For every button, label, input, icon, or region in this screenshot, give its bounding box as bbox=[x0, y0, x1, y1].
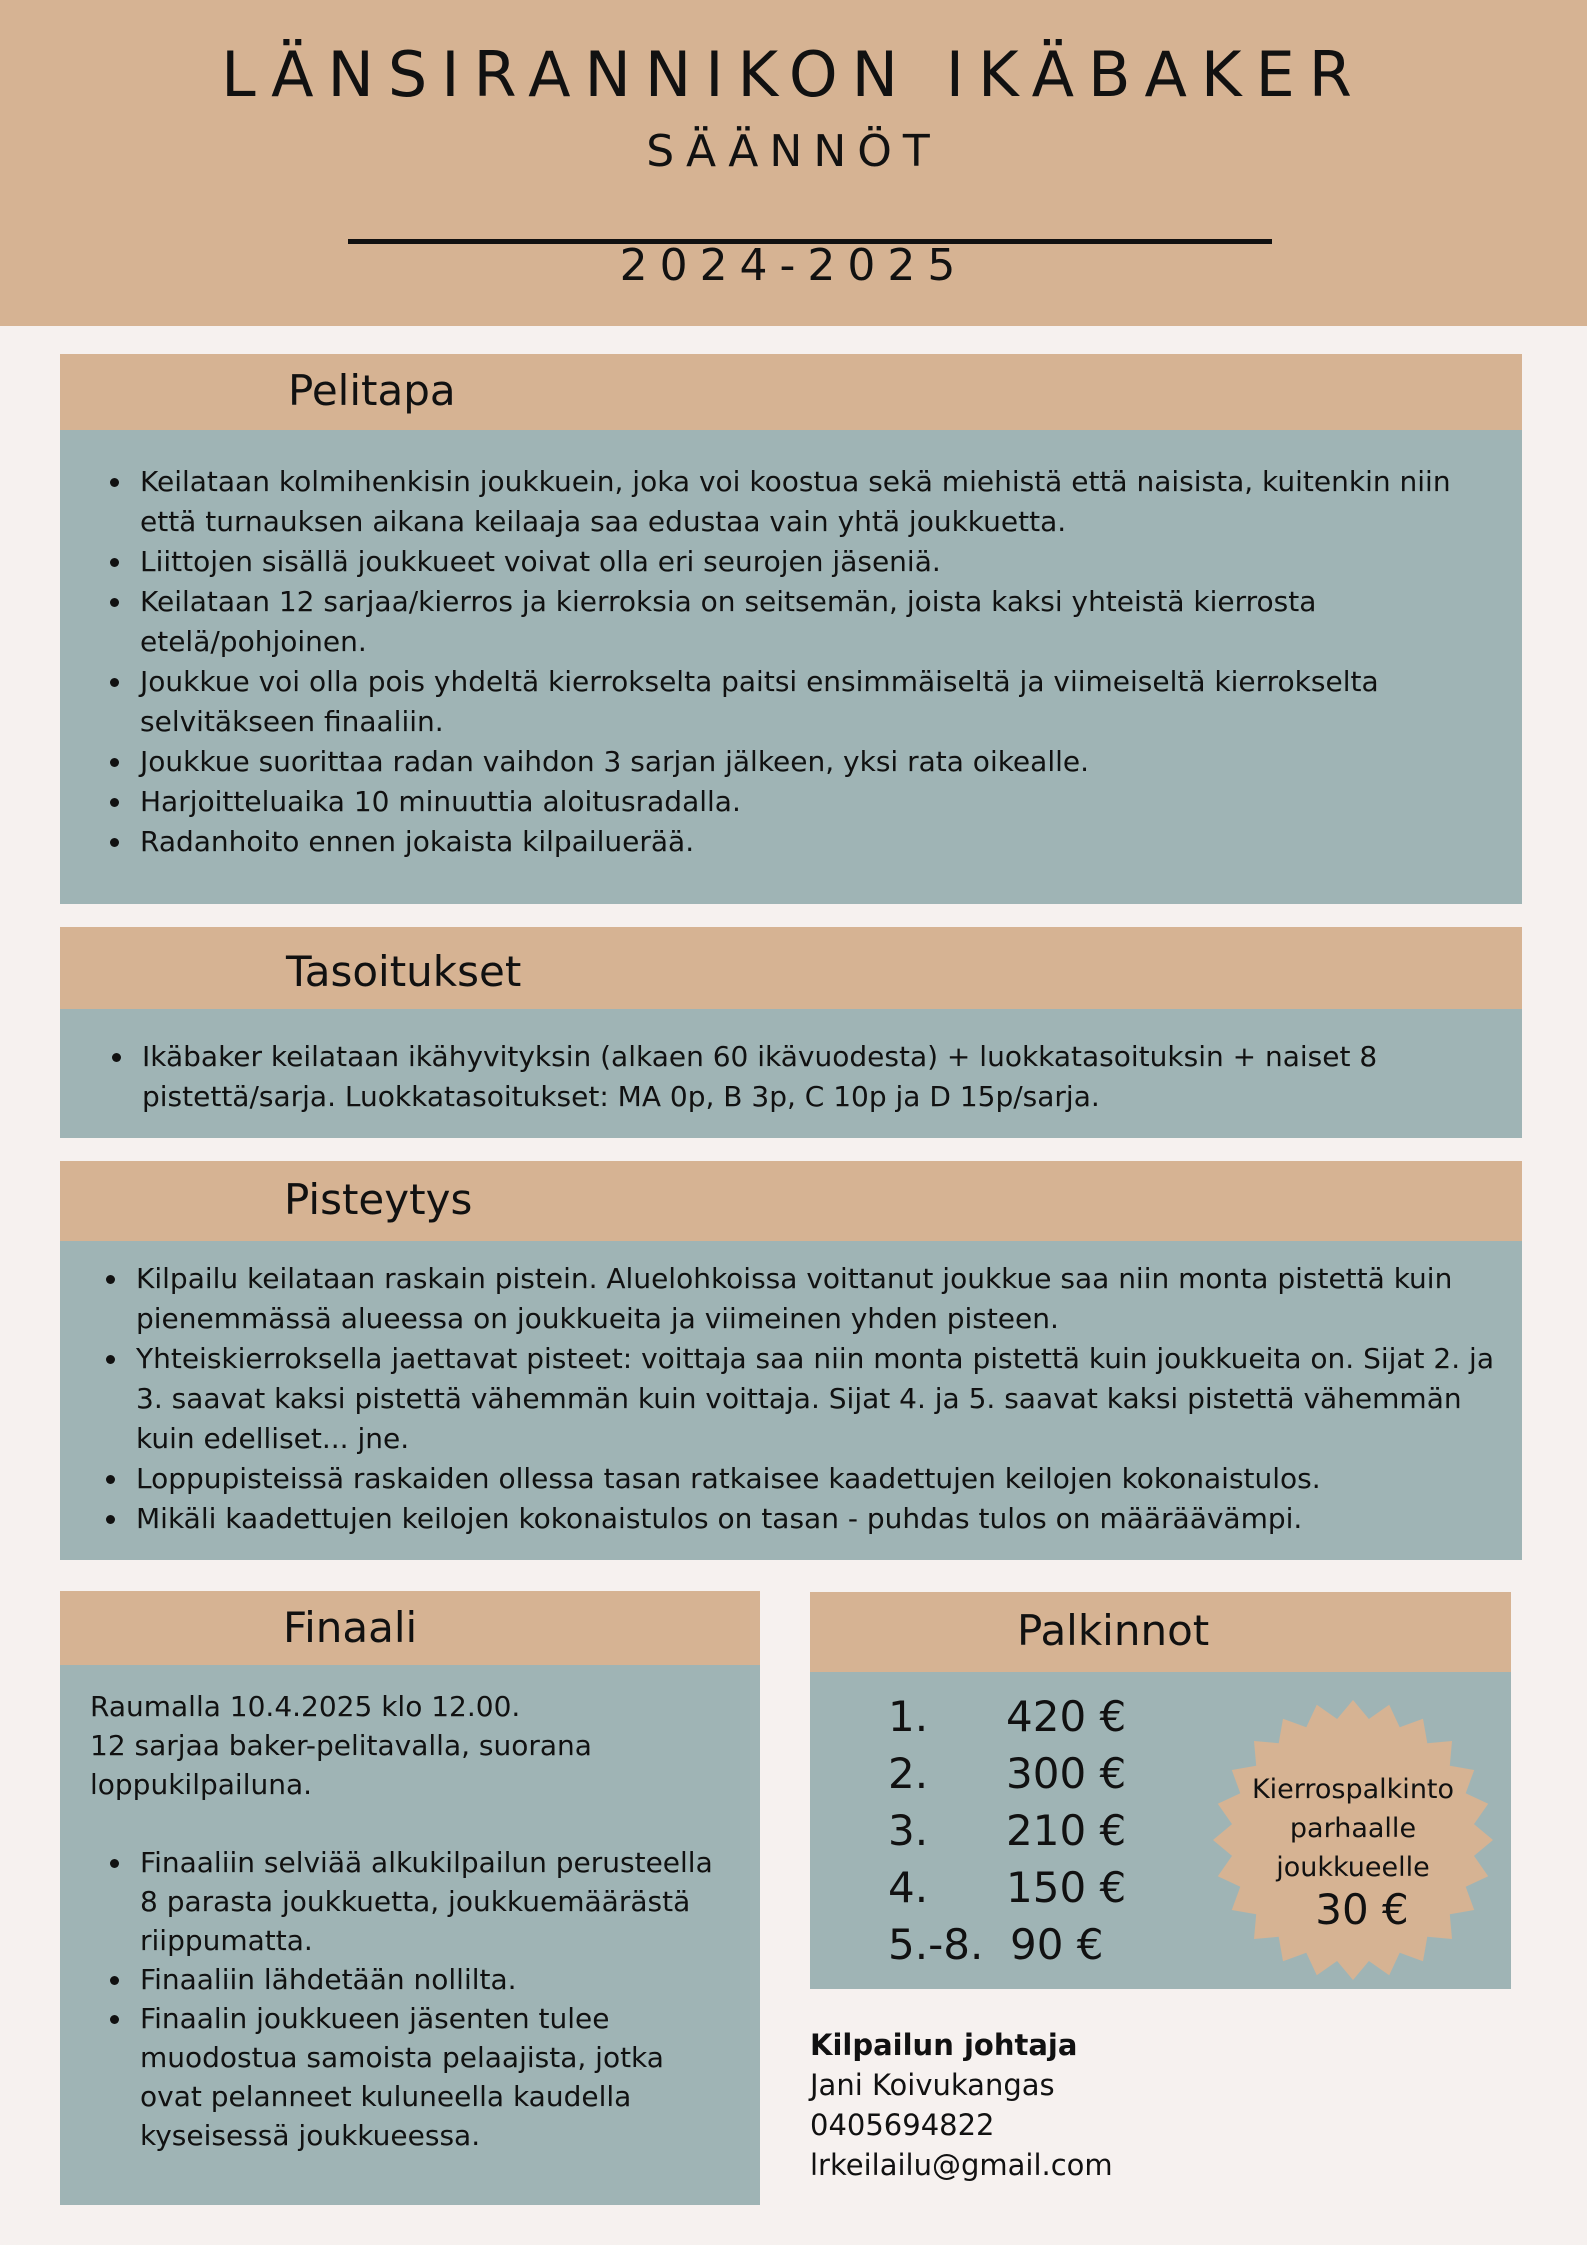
list-item: Finaaliin selviää alkukilpailun perusteella 8 parasta joukkuetta, joukkuemäärästä riippumatta. bbox=[110, 1843, 730, 1960]
tasoitukset-list bbox=[112, 1037, 1492, 1117]
prize-amount: 90 € bbox=[1010, 1920, 1104, 1969]
page-subtitle: SÄÄNNÖT bbox=[646, 126, 941, 177]
badge-text bbox=[1209, 1770, 1497, 1887]
list-item: Ikäbaker keilataan ikähyvityksin (alkaen 60 ikävuodesta) + luokkatasoituksin + naiset 8 pistettä/sarja. Luokkatasoitukset: MA 0p, B 3p, C 10p ja D 15p/sarja. bbox=[112, 1037, 1492, 1117]
contact-block bbox=[810, 2025, 1113, 2185]
finaali-intro bbox=[90, 1687, 730, 1804]
prize-amount: 420 € bbox=[1006, 1692, 1127, 1741]
section-finaali bbox=[60, 1591, 760, 2205]
section-pisteytys bbox=[60, 1161, 1522, 1560]
finaali-format: 12 sarjaa baker-pelitavalla, suorana loppukilpailuna. bbox=[90, 1729, 592, 1801]
section-pisteytys-header bbox=[60, 1161, 1522, 1241]
prize-amount: 300 € bbox=[1006, 1749, 1127, 1798]
list-item: Finaalin joukkueen jäsenten tulee muodostua samoista pelaajista, jotka ovat pelanneet kuluneella kaudella kyseisessä joukkueessa. bbox=[110, 1999, 730, 2155]
section-palkinnot-title: Palkinnot bbox=[1017, 1606, 1210, 1655]
list-item: Radanhoito ennen jokaista kilpailuerää. bbox=[110, 822, 1490, 862]
season-years: 2024-2025 bbox=[619, 240, 968, 291]
prize-place: 1. bbox=[888, 1692, 929, 1741]
list-item: Loppupisteissä raskaiden ollessa tasan ratkaisee kaadettujen keilojen kokonaistulos. bbox=[106, 1459, 1506, 1499]
list-item: Keilataan kolmihenkisin joukkuein, joka voi koostua sekä miehistä että naisista, kuitenkin niin että turnauksen aikana keilaaja saa edustaa vain yhtä joukkuetta. bbox=[110, 462, 1490, 542]
list-item: Mikäli kaadettujen keilojen kokonaistulos on tasan - puhdas tulos on määräävämpi. bbox=[106, 1499, 1506, 1539]
badge-line: Kierrospalkinto bbox=[1251, 1774, 1455, 1805]
section-pelitapa-title: Pelitapa bbox=[288, 366, 456, 415]
badge-line: parhaalle bbox=[1289, 1813, 1417, 1844]
list-item: Kilpailu keilataan raskain pistein. Aluelohkoissa voittanut joukkue saa niin monta pistettä kuin pienemmässä alueessa on joukkueita ja viimeinen yhden pisteen. bbox=[106, 1259, 1506, 1339]
prize-amount: 210 € bbox=[1006, 1806, 1127, 1855]
section-tasoitukset-body bbox=[60, 1009, 1522, 1138]
pelitapa-list bbox=[110, 462, 1490, 862]
list-item: Harjoitteluaika 10 minuuttia aloitusradalla. bbox=[110, 782, 1490, 822]
prize-amount: 150 € bbox=[1006, 1863, 1127, 1912]
badge-amount: 30 € bbox=[1315, 1885, 1409, 1934]
list-item: Liittojen sisällä joukkueet voivat olla eri seurojen jäseniä. bbox=[110, 542, 1490, 582]
section-finaali-title: Finaali bbox=[283, 1603, 418, 1652]
contact-name: Jani Koivukangas bbox=[810, 2068, 1055, 2102]
pisteytys-list bbox=[106, 1259, 1506, 1539]
contact-label: Kilpailun johtaja bbox=[810, 2028, 1078, 2062]
page-title: LÄNSIRANNIKON IKÄBAKER bbox=[221, 38, 1366, 111]
section-pelitapa-body bbox=[60, 430, 1522, 904]
prize-place: 5.-8. bbox=[888, 1920, 984, 1969]
section-pisteytys-title: Pisteytys bbox=[284, 1175, 473, 1224]
list-item: Joukkue suorittaa radan vaihdon 3 sarjan jälkeen, yksi rata oikealle. bbox=[110, 742, 1490, 782]
prize-place: 3. bbox=[888, 1806, 929, 1855]
list-item: Finaaliin lähdetään nollilta. bbox=[110, 1960, 730, 1999]
section-tasoitukset bbox=[60, 927, 1522, 1138]
prize-place: 2. bbox=[888, 1749, 929, 1798]
section-palkinnot-header bbox=[810, 1592, 1511, 1672]
section-finaali-body bbox=[60, 1665, 760, 2205]
section-pisteytys-body bbox=[60, 1241, 1522, 1560]
section-pelitapa bbox=[60, 354, 1522, 904]
section-tasoitukset-title: Tasoitukset bbox=[286, 947, 522, 996]
finaali-list bbox=[110, 1843, 730, 2155]
list-item: Yhteiskierroksella jaettavat pisteet: voittaja saa niin monta pistettä kuin joukkueita on. Sijat 2. ja 3. saavat kaksi pistettä vähemmän kuin voittaja. Sijat 4. ja 5. saavat kaksi pistettä vähemmän kuin edelliset... jne. bbox=[106, 1339, 1506, 1459]
contact-email[interactable]: lrkeilailu@gmail.com bbox=[810, 2148, 1113, 2182]
section-finaali-header bbox=[60, 1591, 760, 1665]
list-item: Joukkue voi olla pois yhdeltä kierrokselta paitsi ensimmäiseltä ja viimeiseltä kierrokselta selvitäkseen finaaliin. bbox=[110, 662, 1490, 742]
section-tasoitukset-header bbox=[60, 927, 1522, 1009]
finaali-date: Raumalla 10.4.2025 klo 12.00. bbox=[90, 1690, 521, 1723]
badge-line: joukkueelle bbox=[1276, 1852, 1430, 1883]
section-pelitapa-header bbox=[60, 354, 1522, 430]
contact-phone[interactable]: 0405694822 bbox=[810, 2108, 995, 2142]
list-item: Keilataan 12 sarjaa/kierros ja kierroksia on seitsemän, joista kaksi yhteistä kierrosta etelä/pohjoinen. bbox=[110, 582, 1490, 662]
prize-place: 4. bbox=[888, 1863, 929, 1912]
